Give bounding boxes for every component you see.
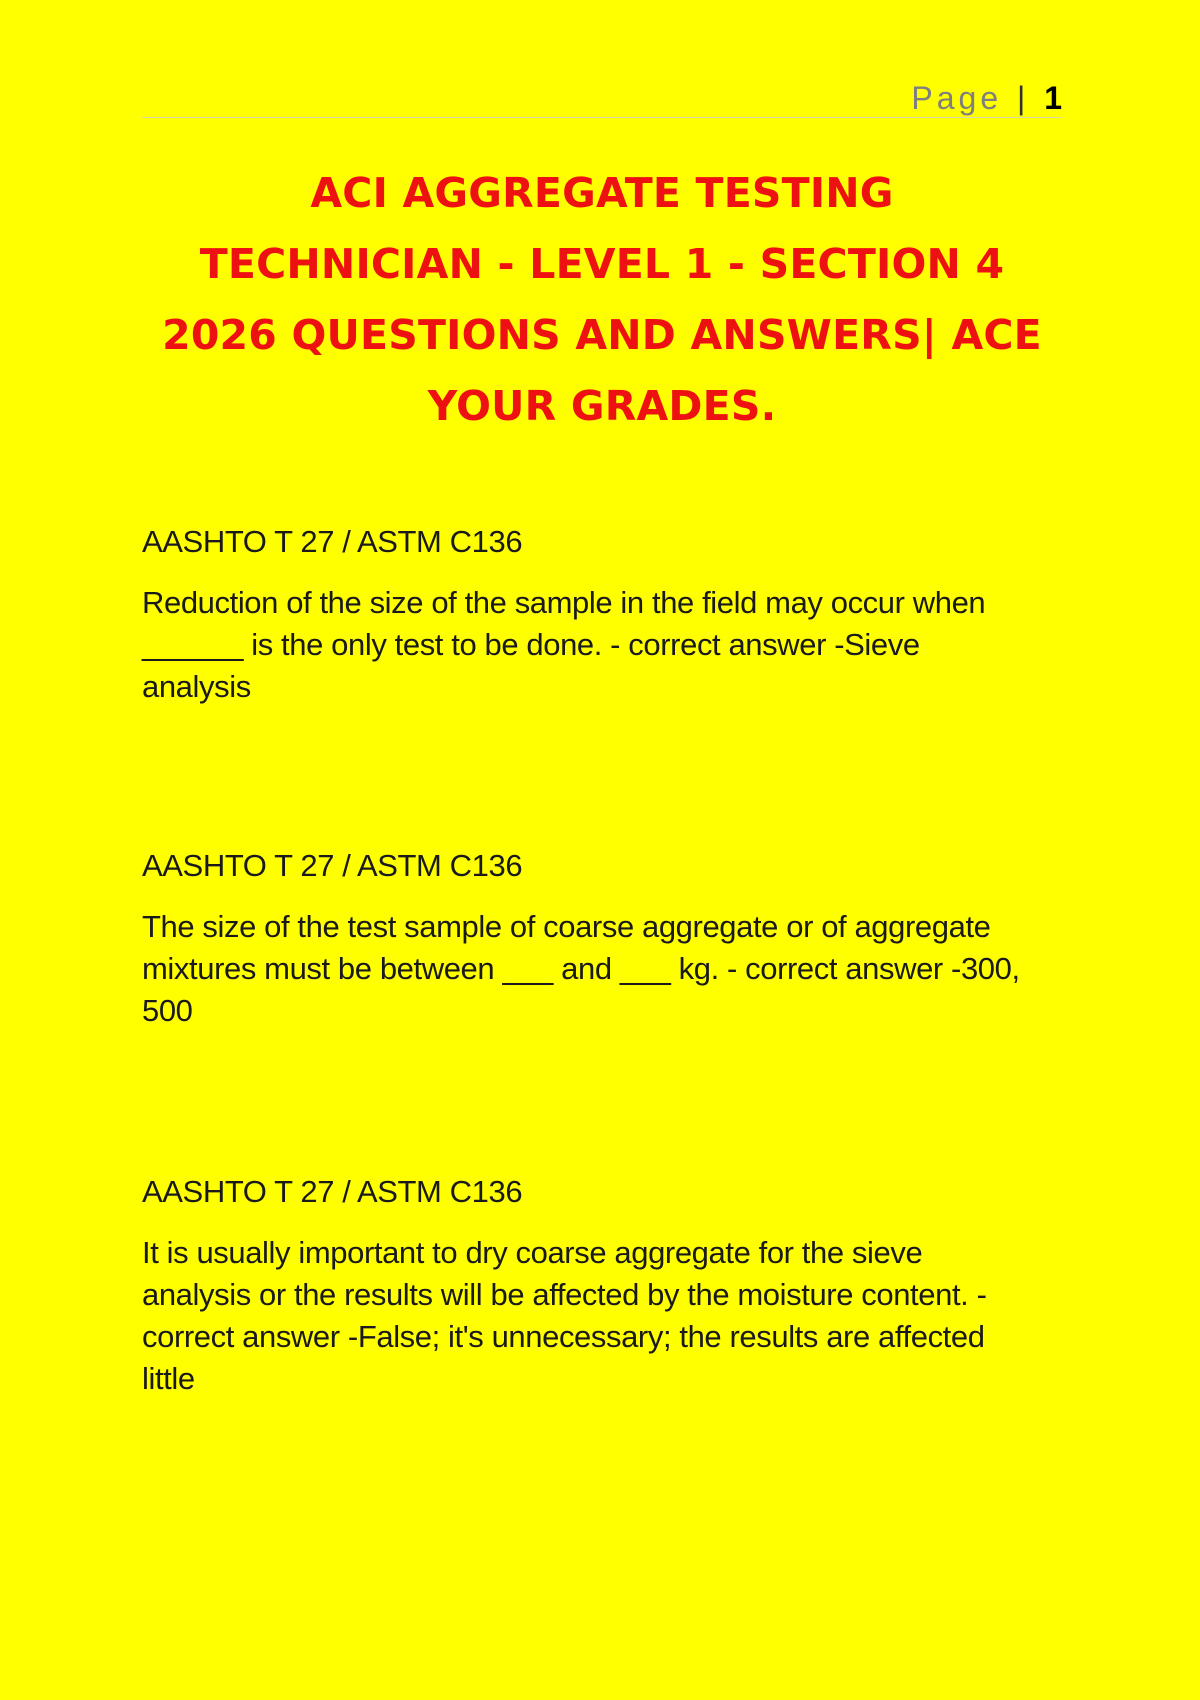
page-number-header [911,78,1062,118]
qa-heading: AASHTO T 27 / ASTM C136 [142,848,523,883]
qa-text: It is usually important to dry coarse aggregate for the sieve analysis or the results will be affected by the moisture content. - correct answer -False; it's unnecessary; the results are affected little [142,1235,987,1396]
qa-heading: AASHTO T 27 / ASTM C136 [142,1174,523,1209]
qa-heading: AASHTO T 27 / ASTM C136 [142,524,523,559]
page-number: 1 [1044,80,1062,116]
header-divider [142,117,1062,118]
qa-item [142,1172,1072,1400]
document-title: ACI AGGREGATE TESTING TECHNICIAN - LEVEL 1 - SECTION 4 2026 QUESTIONS AND ANSWERS| ACE YOUR GRADES. [162,169,1042,430]
qa-item [142,522,1072,708]
page-word: Page [911,80,1003,116]
qa-text: Reduction of the size of the sample in the field may occur when ______ is the only test to be done. - correct answer -Sieve analysis [142,585,986,704]
page-separator: | [1017,80,1026,116]
qa-item [142,846,1072,1032]
qa-text: The size of the test sample of coarse aggregate or of aggregate mixtures must be between ___ and ___ kg. - correct answer -300, 500 [142,909,1020,1028]
